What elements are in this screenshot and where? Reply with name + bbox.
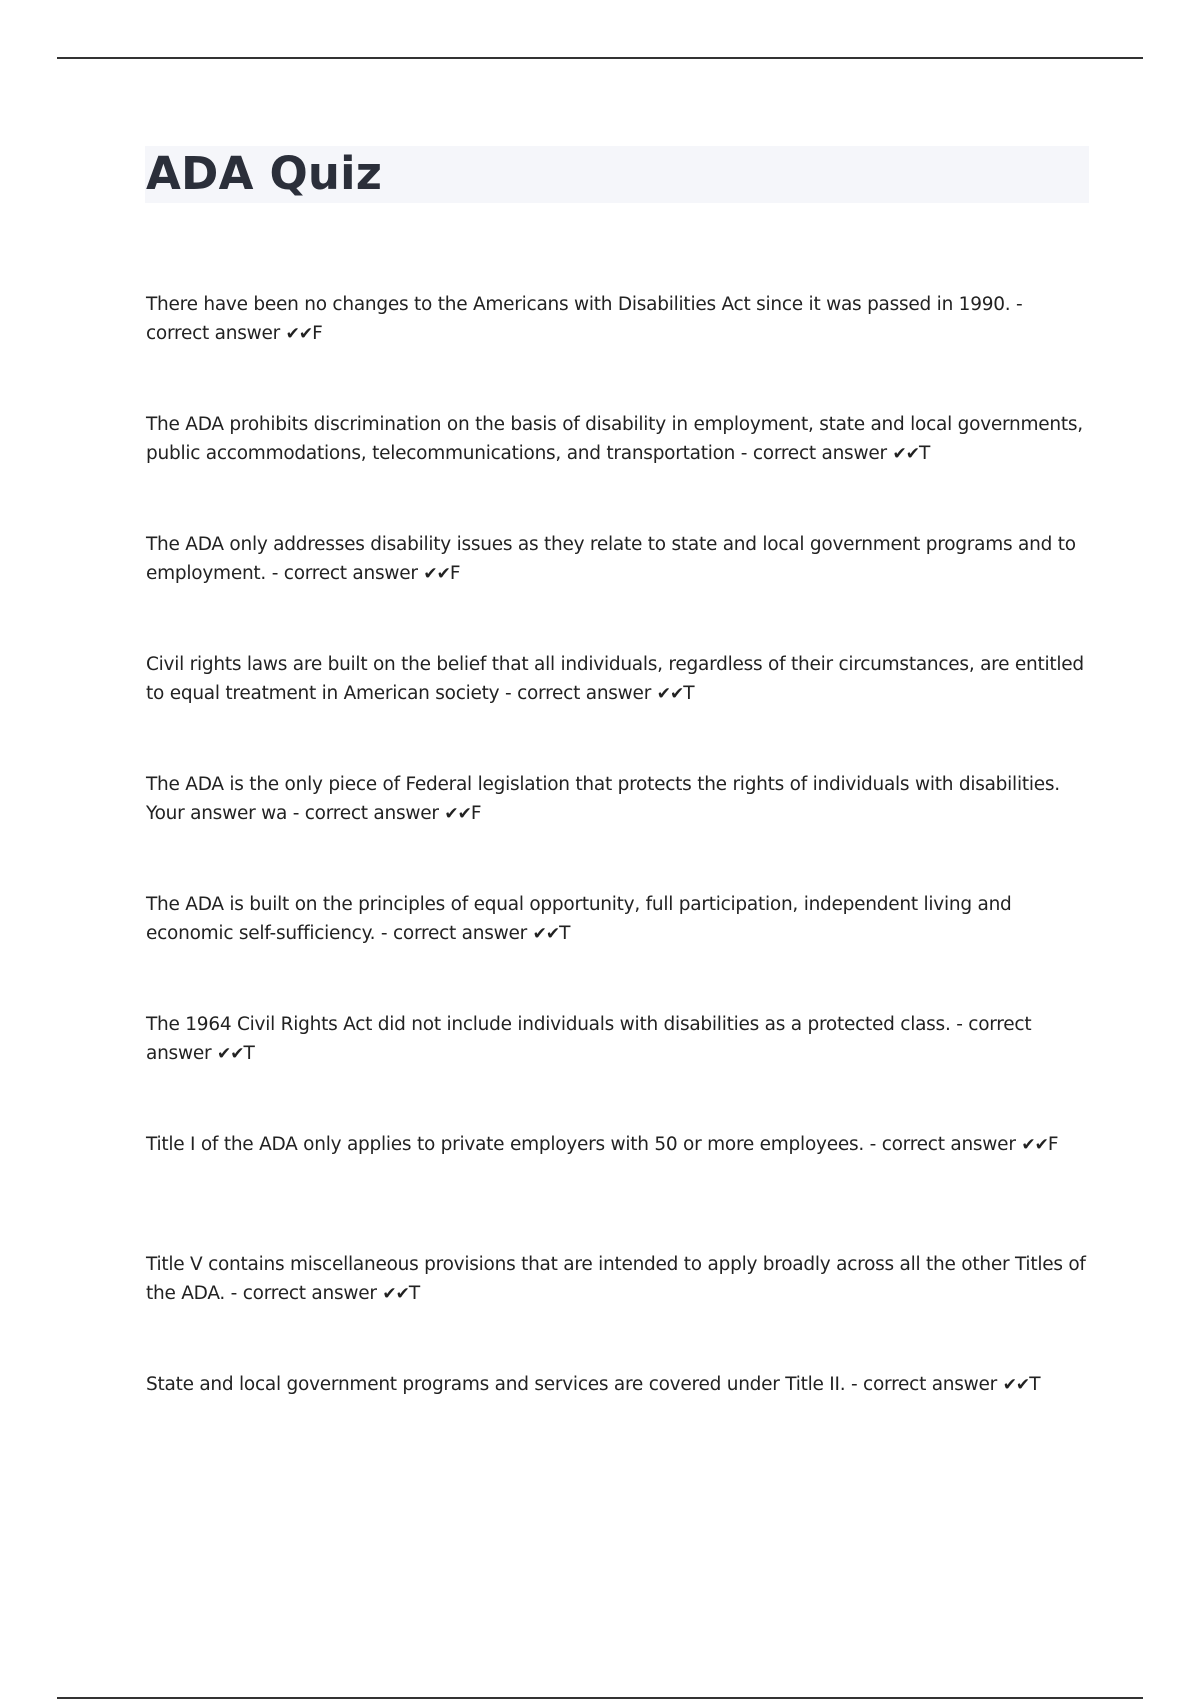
bottom-divider xyxy=(57,1697,1143,1699)
question-text: Civil rights laws are built on the belief that all individuals, regardless of their circumstances, are entitled to equal treatment in American society xyxy=(146,654,1084,704)
question-text: The 1964 Civil Rights Act did not include individuals with disabilities as a protected class. xyxy=(146,1014,951,1035)
page-title: ADA Quiz xyxy=(146,147,383,200)
question-text: There have been no changes to the Americans with Disabilities Act since it was passed in 1990. xyxy=(146,294,1011,315)
question-item xyxy=(146,1370,1086,1490)
question-text: The ADA is the only piece of Federal legislation that protects the rights of individuals with disabilities. Your answer wa xyxy=(146,774,1060,824)
answer-prefix: - correct answer xyxy=(851,1374,998,1395)
double-check-icon: ✔✔ xyxy=(216,1044,244,1064)
answer-value: T xyxy=(1029,1374,1041,1395)
double-check-icon: ✔✔ xyxy=(382,1284,409,1304)
double-check-icon: ✔✔ xyxy=(444,804,471,824)
answer-prefix: - correct answer xyxy=(740,443,887,464)
answer-prefix: - correct answer xyxy=(271,563,418,584)
question-item xyxy=(146,530,1086,650)
answer-value: F xyxy=(449,563,461,584)
question-item xyxy=(146,1010,1086,1130)
question-item xyxy=(146,890,1086,1010)
double-check-icon: ✔✔ xyxy=(892,444,919,464)
question-text: State and local government programs and services are covered under Title II. xyxy=(146,1374,846,1395)
answer-prefix: - correct answer xyxy=(505,683,652,704)
question-item xyxy=(146,1250,1086,1370)
answer-prefix: - correct answer xyxy=(230,1283,377,1304)
double-check-icon: ✔✔ xyxy=(1021,1135,1048,1155)
question-text: The ADA prohibits discrimination on the basis of disability in employment, state and local governments, public accommodations, telecommunications, and transportation xyxy=(146,414,1083,464)
answer-prefix: - correct answer xyxy=(380,923,527,944)
question-item xyxy=(146,650,1086,770)
question-item xyxy=(146,410,1086,530)
question-text: The ADA is built on the principles of equal opportunity, full participation, independent living and economic self-sufficiency. xyxy=(146,894,1012,944)
question-item xyxy=(146,290,1086,410)
double-check-icon: ✔✔ xyxy=(656,684,684,704)
top-divider xyxy=(57,57,1143,59)
answer-value: T xyxy=(559,923,571,944)
double-check-icon: ✔✔ xyxy=(423,564,450,584)
question-text: Title I of the ADA only applies to private employers with 50 or more employees. xyxy=(146,1134,864,1155)
answer-value: T xyxy=(683,683,695,704)
answer-prefix: - correct answer xyxy=(869,1134,1016,1155)
question-text: Title V contains miscellaneous provisions that are intended to apply broadly across all the other Titles of the ADA. xyxy=(146,1254,1086,1304)
answer-value: T xyxy=(243,1043,255,1064)
answer-value: F xyxy=(312,323,323,344)
double-check-icon: ✔✔ xyxy=(532,924,560,944)
answer-value: F xyxy=(470,803,482,824)
answer-prefix: - correct answer xyxy=(146,1014,1032,1064)
question-text: The ADA only addresses disability issues as they relate to state and local government programs and to employment. xyxy=(146,534,1076,584)
answer-prefix: - correct answer xyxy=(146,294,1023,344)
double-check-icon: ✔✔ xyxy=(285,324,313,344)
answer-value: T xyxy=(918,443,931,464)
double-check-icon: ✔✔ xyxy=(1002,1375,1030,1395)
answer-value: T xyxy=(408,1283,420,1304)
answer-value: F xyxy=(1047,1134,1059,1155)
question-item xyxy=(146,1130,1086,1250)
answer-prefix: - correct answer xyxy=(292,803,439,824)
question-item xyxy=(146,770,1086,890)
question-list xyxy=(146,290,1086,1490)
